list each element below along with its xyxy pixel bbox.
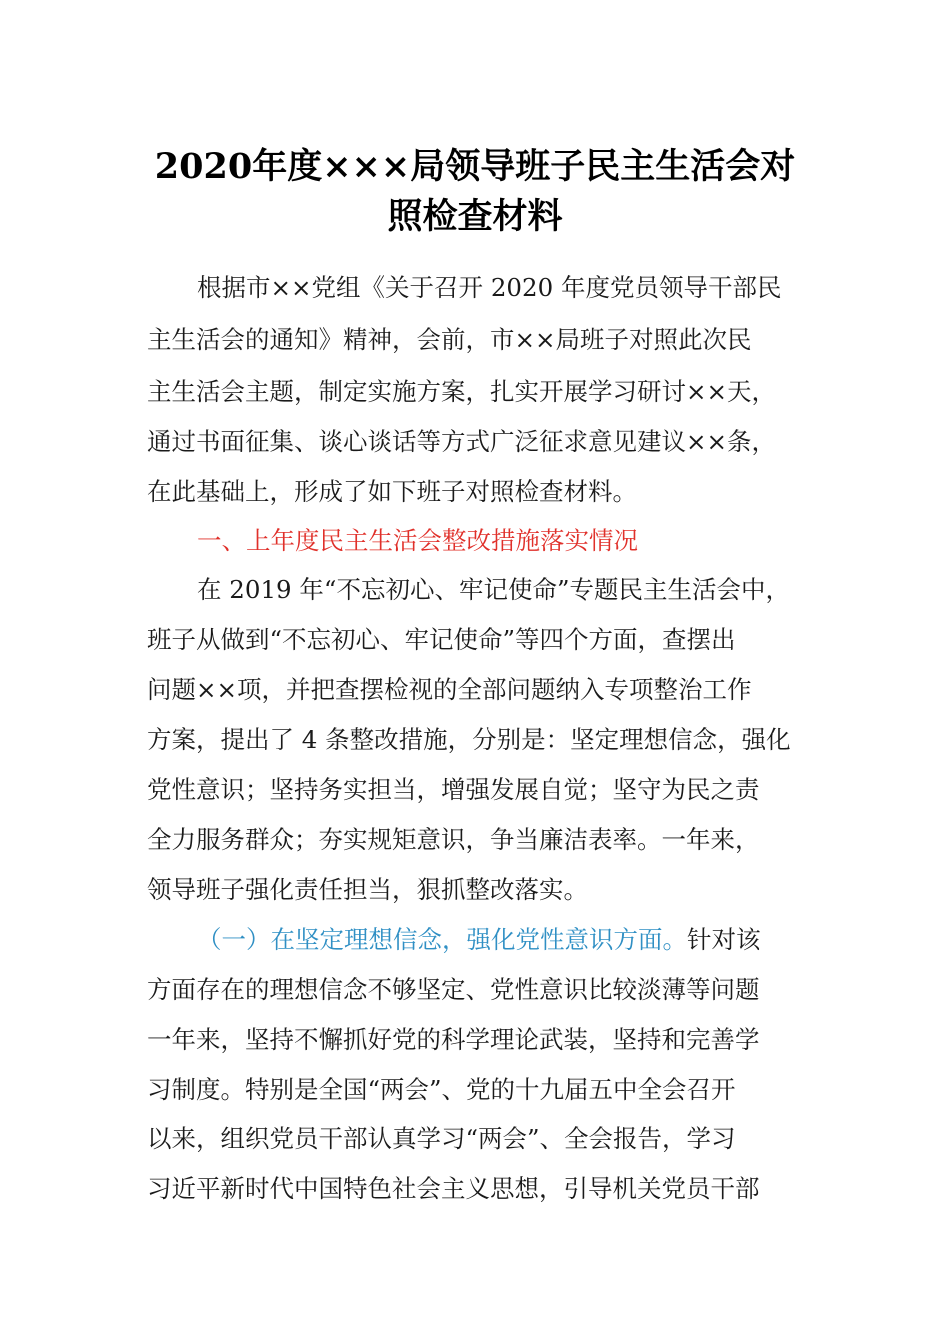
- section-body-line: 领导班子强化责任担当，狠抓整改落实。: [147, 875, 588, 904]
- intro-line: 主生活会主题，制定实施方案，扎实开展学习研讨××天，: [147, 377, 777, 406]
- section-body-line: 问题××项，并把查摆检视的全部问题纳入专项整治工作: [147, 675, 752, 704]
- section-body-line: 党性意识；坚持务实担当，增强发展自觉；坚守为民之责: [147, 775, 760, 804]
- section-body-line: 班子从做到“不忘初心、牢记使命”等四个方面，查摆出: [147, 625, 736, 654]
- intro-line: 在此基础上，形成了如下班子对照检查材料。: [147, 477, 637, 506]
- subsection-body-line: 方面存在的理想信念不够坚定、党性意识比较淡薄等问题: [147, 975, 760, 1004]
- subsection-first-line-text: 针对该: [687, 925, 761, 954]
- subsection-body-line: 习近平新时代中国特色社会主义思想，引导机关党员干部: [147, 1174, 760, 1203]
- document-title-line-2: 照检查材料: [387, 196, 563, 237]
- subsection-body-line: 习制度。特别是全国“两会”、党的十九届五中全会召开: [147, 1075, 736, 1104]
- subsection-heading: （一）在坚定理想信念，强化党性意识方面。: [197, 925, 687, 954]
- section-body-line: 全力服务群众；夯实规矩意识，争当廉洁表率。一年来，: [147, 825, 760, 854]
- section-body-line: 方案，提出了 4 条整改措施，分别是：坚定理想信念，强化: [147, 725, 791, 754]
- intro-line: 通过书面征集、谈心谈话等方式广泛征求意见建议××条，: [147, 427, 777, 456]
- subsection-body-line: 以来，组织党员干部认真学习“两会”、全会报告，学习: [147, 1124, 736, 1153]
- subsection-first-line: [197, 922, 761, 958]
- document-title-line-1: 2020年度×××局领导班子民主生活会对: [154, 146, 796, 187]
- section-heading: 一、上年度民主生活会整改措施落实情况: [197, 526, 638, 555]
- intro-line: 根据市××党组《关于召开 2020 年度党员领导干部民: [197, 273, 782, 302]
- intro-line: 主生活会的通知》精神，会前，市××局班子对照此次民: [147, 325, 752, 354]
- section-body-line: 在 2019 年“不忘初心、牢记使命”专题民主生活会中，: [197, 575, 790, 604]
- subsection-body-line: 一年来，坚持不懈抓好党的科学理论武装，坚持和完善学: [147, 1025, 760, 1054]
